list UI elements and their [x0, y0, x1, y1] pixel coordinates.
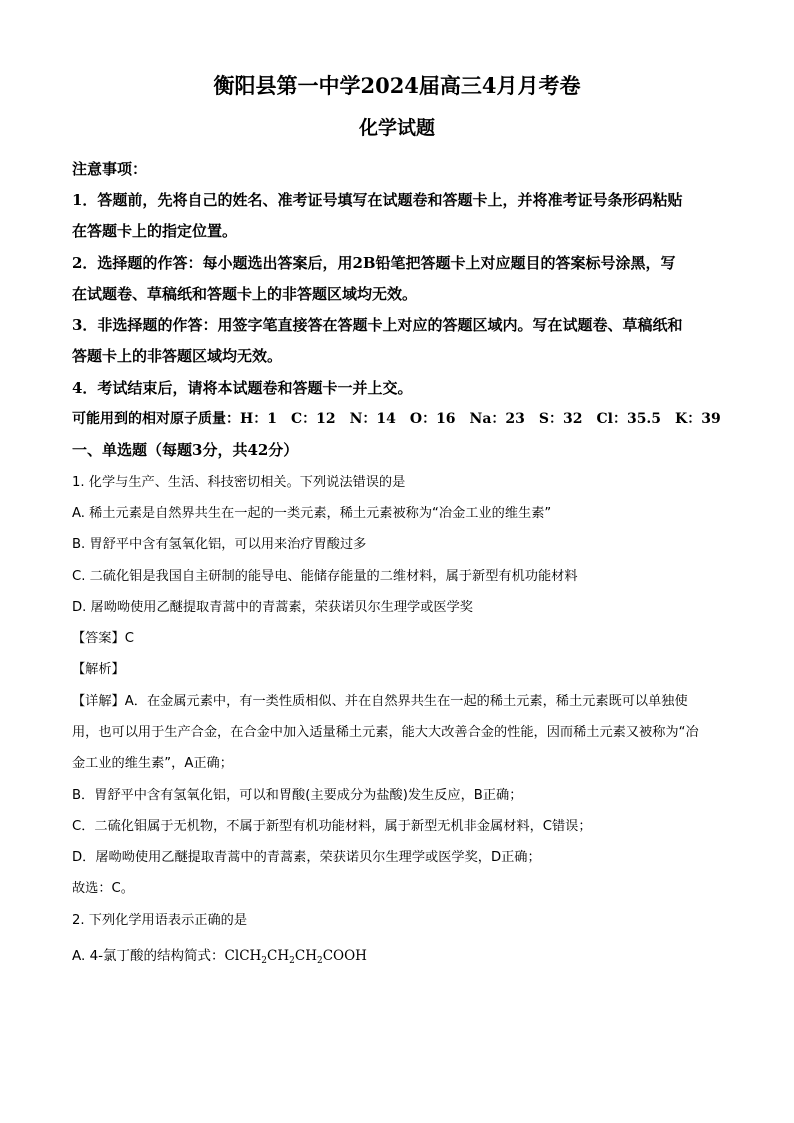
question-2-option-a-label: A. 4-氯丁酸的结构简式： — [72, 948, 225, 964]
notice-item-1-line-2: 在答题卡上的指定位置。 — [72, 222, 238, 240]
question-1-option-d: D. 屠呦呦使用乙醚提取青蒿中的青蒿素，荣获诺贝尔生理学或医学奖 — [72, 600, 473, 615]
question-1-stem: 1. 化学与生产、生活、科技密切相关。下列说法错误的是 — [72, 475, 406, 490]
notice-item-2-line-2: 在试题卷、草稿纸和答题卡上的非答题区域均无效。 — [72, 285, 418, 303]
notice-item-3-line-2: 答题卡上的非答题区域均无效。 — [72, 347, 283, 365]
question-1-answer: 【答案】C — [72, 631, 134, 646]
section-1-heading: 一、单选题（每题3分，共42分） — [72, 441, 299, 459]
question-1-detail-line-1: 【详解】A．在金属元素中，有一类性质相似、并在自然界共生在一起的稀土元素，稀土元素既可以单独使 — [72, 694, 688, 709]
question-1-detail-d: D．屠呦呦使用乙醚提取青蒿中的青蒿素，荣获诺贝尔生理学或医学奖，D正确； — [72, 850, 541, 865]
notice-heading: 注意事项： — [72, 160, 148, 178]
notice-item-4: 4．考试结束后，请将本试题卷和答题卡一并上交。 — [72, 379, 413, 397]
notice-item-2-line-1: 2．选择题的作答：每小题选出答案后，用2B铅笔把答题卡上对应题目的答案标号涂黑，写 — [72, 254, 676, 272]
question-1-option-c: C. 二硫化钼是我国自主研制的能导电、能储存能量的二维材料，属于新型有机功能材料 — [72, 569, 578, 584]
question-1-option-b: B. 胃舒平中含有氢氧化铝，可以用来治疗胃酸过多 — [72, 537, 367, 552]
question-2-option-a — [72, 944, 367, 964]
notice-item-1-line-1: 1．答题前，先将自己的姓名、准考证号填写在试题卷和答题卡上，并将准考证号条形码粘贴 — [72, 191, 683, 209]
atomic-masses: 可能用到的相对原子质量：H：1 C：12 N：14 O：16 Na：23 S：32 Cl：35.5 K：39 — [72, 411, 721, 427]
question-1-detail-b: B．胃舒平中含有氢氧化铝，可以和胃酸(主要成分为盐酸)发生反应，B正确； — [72, 788, 523, 803]
exam-title: 衡阳县第一中学2024届高三4月月考卷 — [213, 73, 581, 98]
question-1-detail-c: C．二硫化钼属于无机物，不属于新型有机功能材料，属于新型无机非金属材料，C错误； — [72, 819, 592, 834]
question-1-analysis-heading: 【解析】 — [72, 662, 125, 677]
question-1-conclusion: 故选：C。 — [72, 881, 134, 896]
question-1-detail-line-2: 用，也可以用于生产合金，在合金中加入适量稀土元素，能大大改善合金的性能，因而稀土元素又被称为“冶 — [72, 725, 699, 740]
question-1-option-a: A. 稀土元素是自然界共生在一起的一类元素，稀土元素被称为“冶金工业的维生素” — [72, 506, 552, 521]
subject-title: 化学试题 — [358, 117, 435, 139]
structural-formula: $ClCH_2CH_2CH_2COOH$ — [224, 948, 367, 966]
notice-item-3-line-1: 3．非选择题的作答：用签字笔直接答在答题卡上对应的答题区域内。写在试题卷、草稿纸和 — [72, 316, 683, 334]
question-2-stem: 2. 下列化学用语表示正确的是 — [72, 913, 248, 928]
question-1-detail-line-3: 金工业的维生素”，A正确； — [72, 756, 233, 771]
